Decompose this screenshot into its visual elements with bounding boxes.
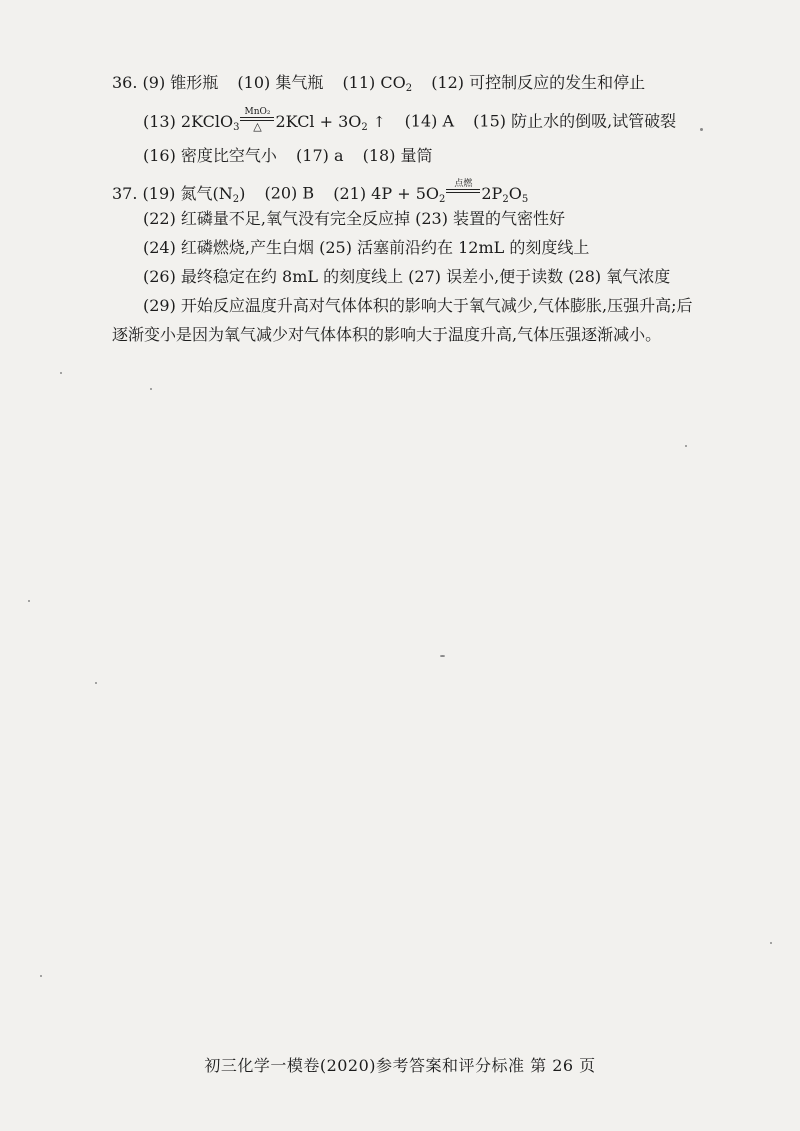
answer-17: (17) a (296, 146, 344, 165)
answer-16: (16) 密度比空气小 (143, 146, 277, 165)
q37-line-1 (112, 181, 528, 207)
answer-10: (10) 集气瓶 (237, 73, 324, 92)
page-footer: 初三化学一模卷(2020)参考答案和评分标准 第 26 页 (204, 1056, 596, 1075)
q37-line-2: (22) 红磷量不足,氧气没有完全反应掉 (23) 装置的气密性好 (143, 209, 566, 228)
q36-number: 36. (112, 73, 138, 92)
scan-speck (40, 975, 42, 977)
answer-12: (12) 可控制反应的发生和停止 (431, 73, 646, 92)
answer-9: (9) 锥形瓶 (142, 73, 219, 92)
answer-14: (14) A (404, 111, 455, 131)
q37-line-5: (29) 开始反应温度升高对气体体积的影响大于氧气减少,气体膨胀,压强升高;后 (143, 296, 693, 315)
scan-speck (770, 942, 772, 944)
answer-20: (20) B (264, 183, 315, 203)
gas-arrow-icon: ↑ (372, 112, 386, 131)
answer-19: (19) 氮气$(N_2)$ (142, 183, 246, 205)
ignition-condition: 点燃 (446, 179, 480, 205)
answer-11: (11) $CO_2$ (342, 73, 413, 94)
scan-speck (440, 655, 445, 657)
q37-line-6: 逐渐变小是因为氧气减少对气体体积的影响大于温度升高,气体压强逐渐减小。 (112, 325, 662, 344)
scan-speck (150, 388, 152, 390)
scan-speck (28, 600, 30, 602)
q36-line-1 (112, 72, 645, 94)
q36-line-3 (143, 145, 433, 167)
answer-13-equation: (13) 2KClO$_3$ MnO₂ △ $2KCl + 3O_2$ ↑ (143, 107, 386, 133)
scan-speck (60, 372, 62, 374)
q37-line-3: (24) 红磷燃烧,产生白烟 (25) 活塞前沿约在 12mL 的刻度线上 (143, 238, 590, 257)
q36-line-2 (143, 109, 676, 135)
reaction-condition: MnO₂ △ (240, 107, 274, 133)
scan-speck (700, 128, 703, 131)
answer-21-equation: (21) $4P + 5O_2$ 点燃 $2P_2O_5$ (333, 179, 529, 205)
q37-number: 37. (112, 183, 138, 203)
answer-18: (18) 量筒 (362, 146, 433, 165)
scan-speck (685, 445, 687, 447)
answer-15: (15) 防止水的倒吸,试管破裂 (473, 111, 677, 131)
scan-speck (95, 682, 97, 684)
q37-line-4: (26) 最终稳定在约 8mL 的刻度线上 (27) 误差小,便于读数 (28) 氧气浓度 (143, 267, 671, 286)
